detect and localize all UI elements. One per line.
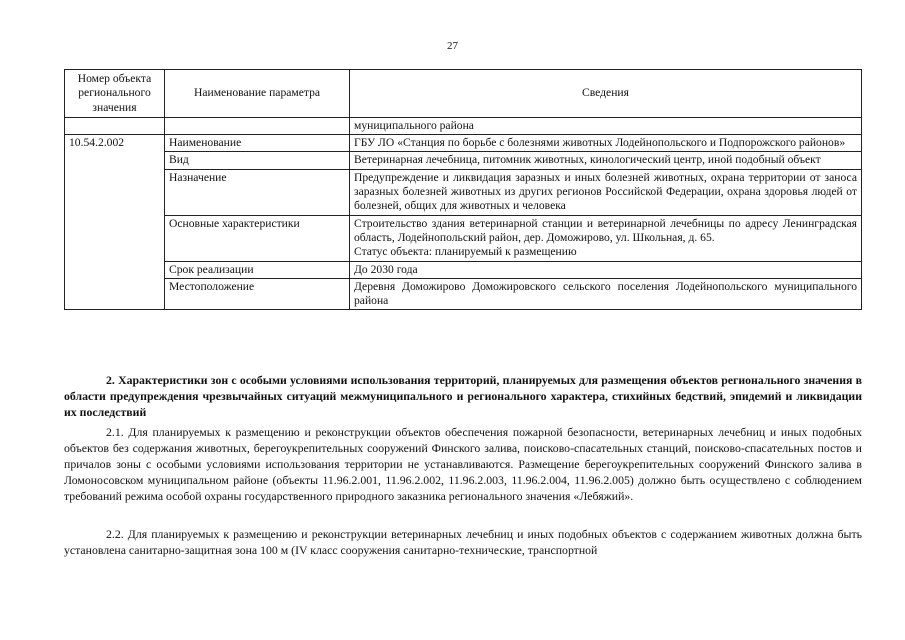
header-info: Сведения — [350, 70, 862, 118]
header-object-number: Номер объекта регионального значения — [65, 70, 165, 118]
value-cell: Предупреждение и ликвидация заразных и иных болезней животных, охрана территории от заноса заразных болезней животных из других регионов Российской Федерации, охрана здоровья людей от болезней, общих для животных и человека — [350, 169, 862, 215]
table-row — [65, 278, 862, 310]
object-status-text: Статус объекта: планируемый к размещению — [354, 245, 577, 259]
param-cell: Местоположение — [165, 278, 350, 310]
continuation-cell: муниципального района — [350, 117, 862, 134]
paragraph-2-1: 2.1. Для планируемых к размещению и реконструкции объектов обеспечения пожарной безопасности, ветеринарных лечебниц и иных подобных объектов без содержания животных, берегоукрепительных сооружений Финского залива, поисково-спасательных станций, поисково-спасательных постов и причалов зоны с особыми условиями использования территории не устанавливаются. Размещение берегоукрепительных сооружений Финского залива в Ломоносовском муниципальном районе (объекты 11.96.2.001, 11.96.2.002, 11.96.2.003, 11.96.2.004, 11.96.2.005) должно быть осуществлено с соблюдением требований режима особой охраны государственного природного заказника регионального значения «Лебяжий». — [64, 425, 862, 503]
objects-table — [64, 69, 862, 310]
table-row — [65, 152, 862, 169]
table-row — [65, 135, 862, 152]
table-row — [65, 117, 862, 134]
param-cell: Срок реализации — [165, 261, 350, 278]
value-cell — [350, 215, 862, 261]
param-cell: Основные характеристики — [165, 215, 350, 261]
object-number-cell: 10.54.2.002 — [65, 135, 165, 310]
header-parameter: Наименование параметра — [165, 70, 350, 118]
table-row — [65, 215, 862, 261]
section-heading: 2. Характеристики зон с особыми условиями использования территорий, планируемых для размещения объектов регионального значения в области предупреждения чрезвычайных ситуаций межмуниципального и регионального характера, стихийных бедствий, эпидемий и ликвидации их последствий — [64, 373, 862, 419]
table-row — [65, 169, 862, 215]
value-cell: До 2030 года — [350, 261, 862, 278]
value-cell: Деревня Доможирово Доможировского сельского поселения Лодейнопольского муниципального района — [350, 278, 862, 310]
paragraph-2-2: 2.2. Для планируемых к размещению и реконструкции ветеринарных лечебниц и иных подобных объектов с содержанием животных должна быть установлена санитарно-защитная зона 100 м (IV класс сооружения санитарно-технические, транспортной — [64, 527, 862, 557]
characteristics-text: Строительство здания ветеринарной станции и ветеринарной лечебницы по адресу Ленинградская область, Лодейнопольский район, дер. Доможирово, ул. Школьная, д. 65. — [354, 216, 857, 244]
table-header-row — [65, 70, 862, 118]
value-cell: ГБУ ЛО «Станция по борьбе с болезнями животных Лодейнопольского и Подпорожского районов» — [350, 135, 862, 152]
param-cell: Назначение — [165, 169, 350, 215]
param-cell: Вид — [165, 152, 350, 169]
table-row — [65, 261, 862, 278]
param-cell: Наименование — [165, 135, 350, 152]
page-number: 27 — [447, 40, 458, 52]
value-cell: Ветеринарная лечебница, питомник животных, кинологический центр, иной подобный объект — [350, 152, 862, 169]
